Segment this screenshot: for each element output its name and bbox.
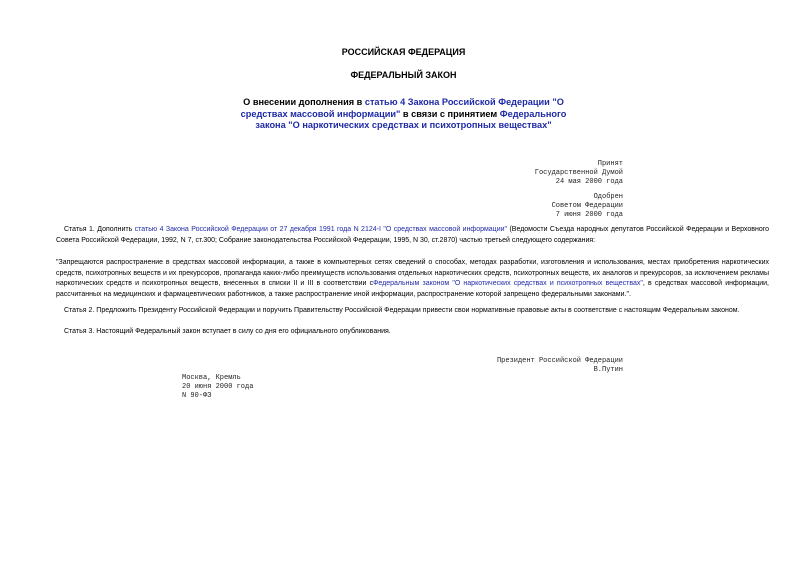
doc-type-heading: ФЕДЕРАЛЬНЫЙ ЗАКОН [350, 70, 457, 80]
quote-text-2: , в средствах массовой информации, рассчитанных на медицинских и фармацевтических работников, а также распространение иной информации, распространение которой запрещено федеральными законами.". [56, 280, 770, 298]
signature-block [497, 357, 623, 375]
law-title [230, 97, 577, 132]
accepted-block [535, 160, 623, 187]
country-heading: РОССИЙСКАЯ ФЕДЕРАЦИЯ [341, 47, 466, 57]
accepted-line-1: Принят [597, 160, 623, 168]
approved-block [552, 193, 623, 220]
approved-line-1: Одобрен [593, 193, 623, 201]
quoted-paragraph [56, 258, 769, 300]
place-date-block [182, 374, 253, 401]
law-number: N 90-ФЗ [182, 392, 212, 400]
signature-position: Президент Российской Федерации [496, 357, 623, 365]
approved-line-2: Советом Федерации [551, 202, 623, 210]
article-3: Статья 3. Настоящий Федеральный закон вступает в силу со дня его официального опубликования. [64, 328, 391, 335]
article-1-suffix: (Ведомости Съезда народных депутатов Российской Федерации и Верховного Совета Российской Федерации, 1992, N 7, ст.300; Собрание законодательства Российской Федерации, 1995, N 30, ст.2870) частью третьей следующего содержания: [56, 226, 770, 244]
place-city: Москва, Кремль [182, 374, 241, 382]
title-text-2: в связи с принятием [400, 108, 500, 119]
signature-name: В.Путин [593, 366, 623, 374]
accepted-line-2: Государственной Думой [534, 169, 623, 177]
article-2: Статья 2. Предложить Президенту Российской Федерации и поручить Правительству Российской Федерации привести свои нормативные правовые акты в соответствие с настоящим Федеральным законом. [64, 307, 740, 314]
title-link-media-law[interactable]: статью 4 Закона Российской Федерации "О средствах массовой информации" [240, 97, 564, 119]
article-1-link-law-date[interactable]: статью 4 Закона Российской Федерации от 27 декабря 1991 года N 2124-I [134, 226, 381, 233]
title-text-1: О внесении дополнения в [243, 97, 365, 107]
quote-link-narcotics-law[interactable]: Федеральным законом "О наркотических средствах и психотропных веществах" [373, 280, 643, 287]
quote-text-1: "Запрещаются распространение в средствах массовой информации, а также в компьютерных сетях сведений о способах, методах разработки, изготовления и использования, местах приобретения наркотических средств, психотропных веществ и их прекурсоров, пропаганда каких-либо преимуществ использования отдельных наркотических средств, психотропных веществ, их аналогов и прекурсоров, за исключением рекламы наркотических средств и психотропных веществ, внесенных в списки II и III в соответствии с [56, 259, 769, 287]
article-1 [56, 225, 769, 246]
article-1-prefix: Статья 1. Дополнить [64, 226, 135, 233]
approved-line-3: 7 июня 2000 года [555, 211, 623, 219]
title-link-narcotics-law[interactable]: Федерального закона "О наркотических средствах и психотропных веществах" [255, 108, 567, 130]
article-1-link-law-title[interactable]: "О средствах массовой информации" [380, 226, 508, 233]
place-date: 20 июня 2000 года [182, 383, 254, 391]
accepted-line-3: 24 мая 2000 года [555, 178, 623, 186]
